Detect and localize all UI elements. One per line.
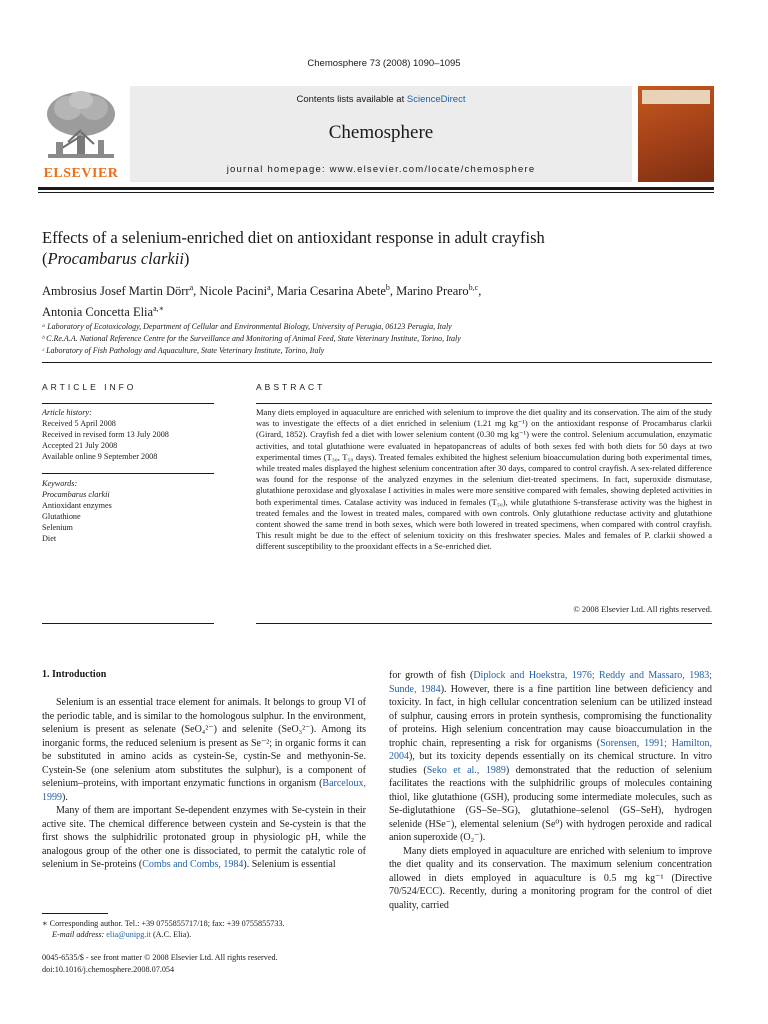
intro-p1-end: ). [62, 791, 68, 803]
article-info-rule-top [42, 403, 214, 404]
intro-paragraph-2 [42, 804, 366, 872]
intro-p3-end: ) demonstrated that the reduction of selenium facilitates the reactions with the sulphidrilic groups of molecules containing thiol, like glutathione (GSH), producing some intermediate molecules, such as Se-diglutathione (GS–Se–SG), glutathione–selenol (GS–SeH), hydrogen selenide (HSe⁻), elemental selenium (Se⁰) with hydrogen peroxide and radical anion superoxide (O₂⁻). [389, 764, 712, 843]
author-5-aff: a,∗ [153, 304, 165, 314]
intro-p3-mid1: ). However, there is a fine partition line between deficiency and toxicity. In fact, in high cellular concentration selenium can be utilized instead of sulphur, causing errors in protein synthesis, compromising the functionality of proteins. High selenium concentration may cause bioaccumulation in the trophic chain, representing a risk for organisms ( [389, 683, 712, 749]
author-2-aff: a [267, 283, 271, 292]
author-3: Maria Cesarina Abete [276, 284, 386, 299]
issn-line: 0045-6535/$ - see front matter © 2008 Elsevier Ltd. All rights reserved. [42, 953, 278, 962]
keyword-3: Glutathione [42, 512, 81, 521]
abstract-text: Many diets employed in aquaculture are enriched with selenium to improve the diet quality and its conservation. The aim of the study was to investigate the effects of a diet enriched in selenium (1.21 mg kg⁻¹) on the antioxidant response of Procambarus clarkii (Girard, 1852). Crayfish fed a diet with lower selenium content (0.30 mg kg⁻¹) were the control. Selenium accumulation, enzymatic activities, and total glutathione were evaluated in hepatopancreas of adults of both sexes fed with both diets for 50 days at two experimental times (T₃₀, T₅₀ days). Treated females exhibited the highest selenium bioaccumulation during both experimental times, while treated males displayed the highest selenium concentration after 30 days, compared to control crayfish. A sex-related difference was found for the response of the analyzed enzymes in the selenium diet-treated specimens. In fact, superoxide dismutase, glutathione peroxidase and glyoxalase I activities in males were more sensitive compared with females, showing depleted activities in both experimental times. Catalase activity was induced in females (T₅₀), while glutathione S-transferase activity was the highest in treated females and the lowest in treated males, compared with own controls. Only glutathione reductase activity and glutathione content showed the same trend in both sexes, which were both lowered in treated specimens, when compared with control crayfish. This result might be due to the effect of selenium toxicity on this freshwater species. Males and females of P. clarkii showed a different susceptibility to the prooxidant effects in a Se-enriched diet. [256, 407, 712, 552]
corresponding-contact: ∗ Corresponding author. Tel.: +39 0755855717/18; fax: +39 0755855733. [42, 919, 285, 928]
article-info-heading: ARTICLE INFO [42, 382, 137, 392]
contents-line [130, 94, 632, 105]
page-footer [42, 952, 382, 975]
keywords [42, 478, 214, 544]
abstract-rule-top [256, 403, 712, 404]
intro-paragraph-4: Many diets employed in aquaculture are enriched with selenium to improve the diet quality and its conservation. The maximum selenium concentration allowed in diets employed in aquaculture is 0.5 mg kg⁻¹ (Directive 70/524/ECC). Recently, during a monitoring program for the control of diet quality, carried [389, 845, 712, 911]
intro-p1-text: Selenium is an essential trace element for animals. It belongs to group VI of the periodic table, and is similar to the homologous sulphur. In the environment, selenium is present as selenate (SeO₄²⁻) and selenite (SeO₃²⁻). Among its inorganic forms, the reduced selenium is present as Se⁻²; in organic forms it can be substituted in amino acids as cystein-Se, cystin-Se and methyonin-Se. Cystein-Se (one selenium atom substitutes the sulphur), is a component of selenium–proteins, with important enzymatic functions in organism ( [42, 697, 366, 789]
history-online: Available online 9 September 2008 [42, 452, 158, 461]
keyword-4: Selenium [42, 523, 73, 532]
ref-seko[interactable]: Seko et al., 1989 [426, 764, 506, 776]
intro-left-column [42, 696, 366, 872]
elsevier-tree-icon [38, 86, 124, 162]
intro-paragraph-3 [389, 669, 712, 845]
author-list: Ambrosius Josef Martin Dörr$^a$, Nicole Pacini$^a$, Maria Cesarina Abete$^b$, Marino Prearo$^{b,c}$, Antonia Concetta Elia$^{a,∗}$ [42, 283, 482, 320]
article-info-rule-bottom [42, 623, 214, 624]
author-4: Marino Prearo [396, 284, 469, 299]
keyword-5: Diet [42, 534, 57, 543]
keyword-2: Antioxidant enzymes [42, 501, 112, 510]
keywords-label: Keywords: [42, 479, 78, 488]
header-rule-thick [38, 187, 714, 190]
history-revised: Received in revised form 13 July 2008 [42, 430, 169, 439]
sciencedirect-link[interactable]: ScienceDirect [406, 94, 466, 105]
contents-prefix: Contents lists available at [296, 94, 407, 105]
email-line [42, 929, 382, 940]
intro-right-column [389, 669, 712, 912]
doi-line[interactable]: doi:10.1016/j.chemosphere.2008.07.054 [42, 964, 175, 974]
affiliation-c: ᶜ Laboratory of Fish Pathology and Aquaculture, State Veterinary Institute, Torino, Italy [42, 346, 325, 355]
article-history [42, 407, 214, 462]
email-link[interactable]: elia@unipg.it [106, 930, 151, 939]
email-label: E-mail address: [52, 930, 107, 939]
intro-paragraph-1 [42, 696, 366, 804]
ref-barceloux[interactable]: Barceloux, 1999 [42, 778, 366, 803]
journal-name: Chemosphere [328, 122, 434, 143]
author-1-aff: a [189, 283, 194, 292]
title-species: Procambarus clarkii [47, 249, 184, 268]
keyword-1: Procambarus clarkii [42, 490, 110, 499]
affiliation-b: ᵇ C.Re.A.A. National Reference Centre for the Surveillance and Monitoring of Animal Feed, State Veterinary Institute, Torino, Italy [42, 334, 461, 343]
journal-citation: Chemosphere 73 (2008) 1090–1095 [307, 58, 461, 69]
ref-combs[interactable]: Combs and Combs, 1984 [142, 859, 244, 870]
email-after: (A.C. Elia). [150, 930, 192, 939]
ref-diplock[interactable]: Diplock and Hoekstra, 1976; Reddy and Massaro, 1983; Sunde, 1984 [389, 670, 712, 695]
author-5: Antonia Concetta Elia [42, 305, 154, 320]
intro-p2-end: ). Selenium is essential [243, 859, 336, 870]
journal-cover-thumbnail [638, 86, 714, 182]
intro-p3-mid2: ), but its toxicity depends essentially on its chemical structure. In vitro studies ( [389, 751, 712, 776]
history-accepted: Accepted 21 July 2008 [42, 441, 118, 450]
history-label: Article history: [42, 408, 92, 417]
elsevier-logo [38, 86, 124, 182]
cover-title-band [642, 90, 710, 104]
author-2: Nicole Pacini [199, 284, 268, 299]
corresponding-author-footnote [42, 918, 382, 940]
author-3-aff: b [385, 283, 390, 292]
history-received: Received 5 April 2008 [42, 419, 116, 428]
abstract-rule-bottom [256, 623, 712, 624]
intro-p2-text: Many of them are important Se-dependent enzymes with Se-cystein in their active site. The chemical difference between cystein and Se-cystein is that the first shows the sulphidrilic protonated group in physiologic pH, while the analogous group of the other one is dissociated, to permit the catalytic role of selenium in Se-proteins ( [42, 805, 366, 870]
journal-homepage[interactable]: journal homepage: www.elsevier.com/locate/chemosphere [226, 164, 536, 175]
introduction-heading: 1. Introduction [42, 669, 107, 680]
title-line-1: Effects of a selenium-enriched diet on antioxidant response in adult crayfish [42, 228, 545, 247]
section-divider [42, 362, 712, 363]
affiliation-a: ᵃ Laboratory of Ecotoxicology, Department of Cellular and Environmental Biology, University of Perugia, 06123 Perugia, Italy [42, 322, 452, 331]
elsevier-wordmark: ELSEVIER [43, 166, 119, 181]
abstract-copyright: © 2008 Elsevier Ltd. All rights reserved. [573, 604, 712, 614]
intro-p3-start: for growth of fish ( [389, 670, 474, 681]
header-rule-thin [38, 192, 714, 193]
abstract-heading: ABSTRACT [256, 382, 326, 392]
article-info-rule-mid [42, 473, 214, 474]
author-1: Ambrosius Josef Martin Dörr [42, 284, 190, 299]
ref-sorensen[interactable]: Sorensen, 1991; Hamilton, 2004 [389, 737, 712, 762]
journal-masthead [130, 86, 632, 182]
article-title: Effects of a selenium-enriched diet on antioxidant response in adult crayfish (Procambarus clarkii) [42, 228, 545, 268]
footnote-rule [42, 913, 108, 914]
author-4-aff: b,c [468, 283, 479, 292]
